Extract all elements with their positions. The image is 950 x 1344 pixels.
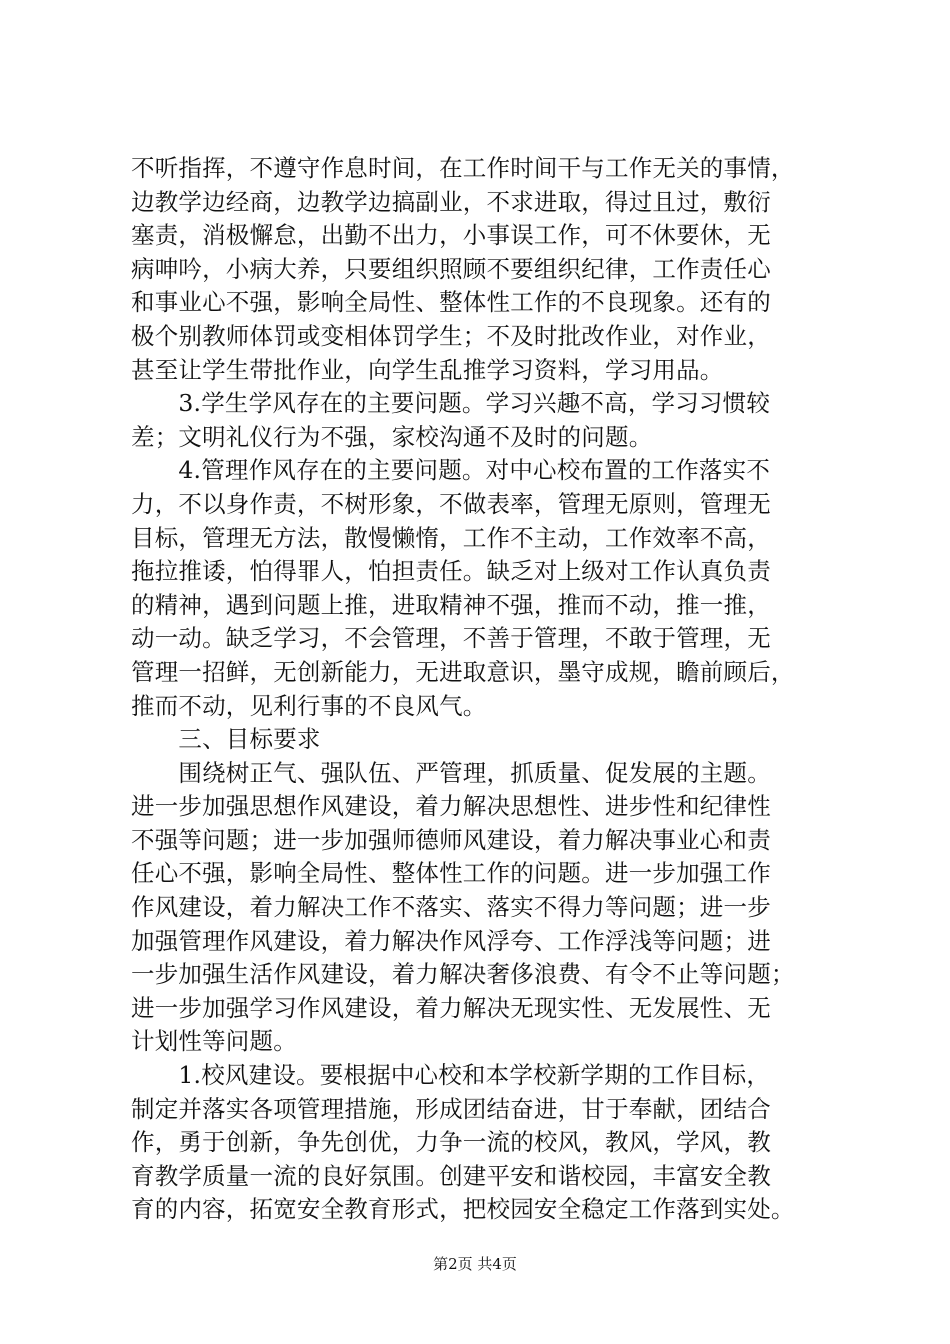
text-line: 动一动。缺乏学习，不会管理，不善于管理，不敢于管理，无 bbox=[131, 624, 771, 653]
text-line: 进一步加强思想作风建设，着力解决思想性、进步性和纪律性 bbox=[131, 792, 771, 821]
text-line: 拖拉推诿，怕得罪人，怕担责任。缺乏对上级对工作认真负责 bbox=[131, 557, 771, 586]
text-line: 4.管理作风存在的主要问题。对中心校布置的工作落实不 bbox=[131, 456, 771, 485]
body-text bbox=[131, 152, 831, 1227]
text-line: 一步加强生活作风建设，着力解决奢侈浪费、有令不止等问题； bbox=[131, 960, 795, 989]
text-line: 不听指挥，不遵守作息时间，在工作时间干与工作无关的事情， bbox=[131, 154, 795, 182]
text-line: 1.校风建设。要根据中心校和本学校新学期的工作目标， bbox=[131, 1061, 771, 1090]
text-line: 的精神，遇到问题上推，进取精神不强，推而不动，推一推， bbox=[131, 590, 771, 619]
text-line: 塞责，消极懈怠，出勤不出力，小事误工作，可不休要休，无 bbox=[131, 221, 771, 250]
text-line: 3.学生学风存在的主要问题。学习兴趣不高，学习习惯较 bbox=[131, 389, 771, 418]
text-line: 加强管理作风建设，着力解决作风浮夸、工作浮浅等问题；进 bbox=[131, 926, 771, 955]
text-line: 任心不强，影响全局性、整体性工作的问题。进一步加强工作 bbox=[131, 859, 771, 888]
text-line: 甚至让学生带批作业，向学生乱推学习资料，学习用品。 bbox=[131, 355, 724, 384]
text-line: 围绕树正气、强队伍、严管理，抓质量、促发展的主题。 bbox=[131, 758, 771, 787]
text-line: 作风建设，着力解决工作不落实、落实不得力等问题；进一步 bbox=[131, 893, 771, 922]
text-line: 作，勇于创新，争先创优，力争一流的校风，教风，学风，教 bbox=[131, 1128, 771, 1157]
text-line: 育教学质量一流的良好氛围。创建平安和谐校园，丰富安全教 bbox=[131, 1161, 771, 1190]
text-line: 不强等问题；进一步加强师德师风建设，着力解决事业心和责 bbox=[131, 825, 771, 854]
text-line: 育的内容，拓宽安全教育形式，把校园安全稳定工作落到实处。 bbox=[131, 1195, 795, 1224]
page-number-footer: 第2页 共4页 bbox=[433, 1255, 517, 1273]
text-line: 力，不以身作责，不树形象，不做表率，管理无原则，管理无 bbox=[131, 489, 771, 518]
text-line: 目标，管理无方法，散慢懒惰，工作不主动，工作效率不高， bbox=[131, 523, 771, 552]
text-line: 管理一招鲜，无创新能力，无进取意识，墨守成规，瞻前顾后， bbox=[131, 657, 795, 686]
section-heading: 三、目标要求 bbox=[131, 725, 321, 754]
text-line: 病呻吟，小病大养，只要组织照顾不要组织纪律，工作责任心 bbox=[131, 254, 771, 283]
text-line: 进一步加强学习作风建设，着力解决无现实性、无发展性、无 bbox=[131, 993, 771, 1022]
text-line: 制定并落实各项管理措施，形成团结奋进，甘于奉献，团结合 bbox=[131, 1094, 771, 1123]
text-line: 推而不动，见利行事的不良风气。 bbox=[131, 691, 487, 720]
text-line: 边教学边经商，边教学边搞副业，不求进取，得过且过，敷衍 bbox=[131, 187, 771, 216]
text-line: 差；文明礼仪行为不强，家校沟通不及时的问题。 bbox=[131, 422, 653, 451]
text-line: 极个别教师体罚或变相体罚学生；不及时批改作业，对作业， bbox=[131, 321, 771, 350]
text-line: 计划性等问题。 bbox=[131, 1027, 297, 1056]
text-line: 和事业心不强，影响全局性、整体性工作的不良现象。还有的 bbox=[131, 288, 771, 317]
